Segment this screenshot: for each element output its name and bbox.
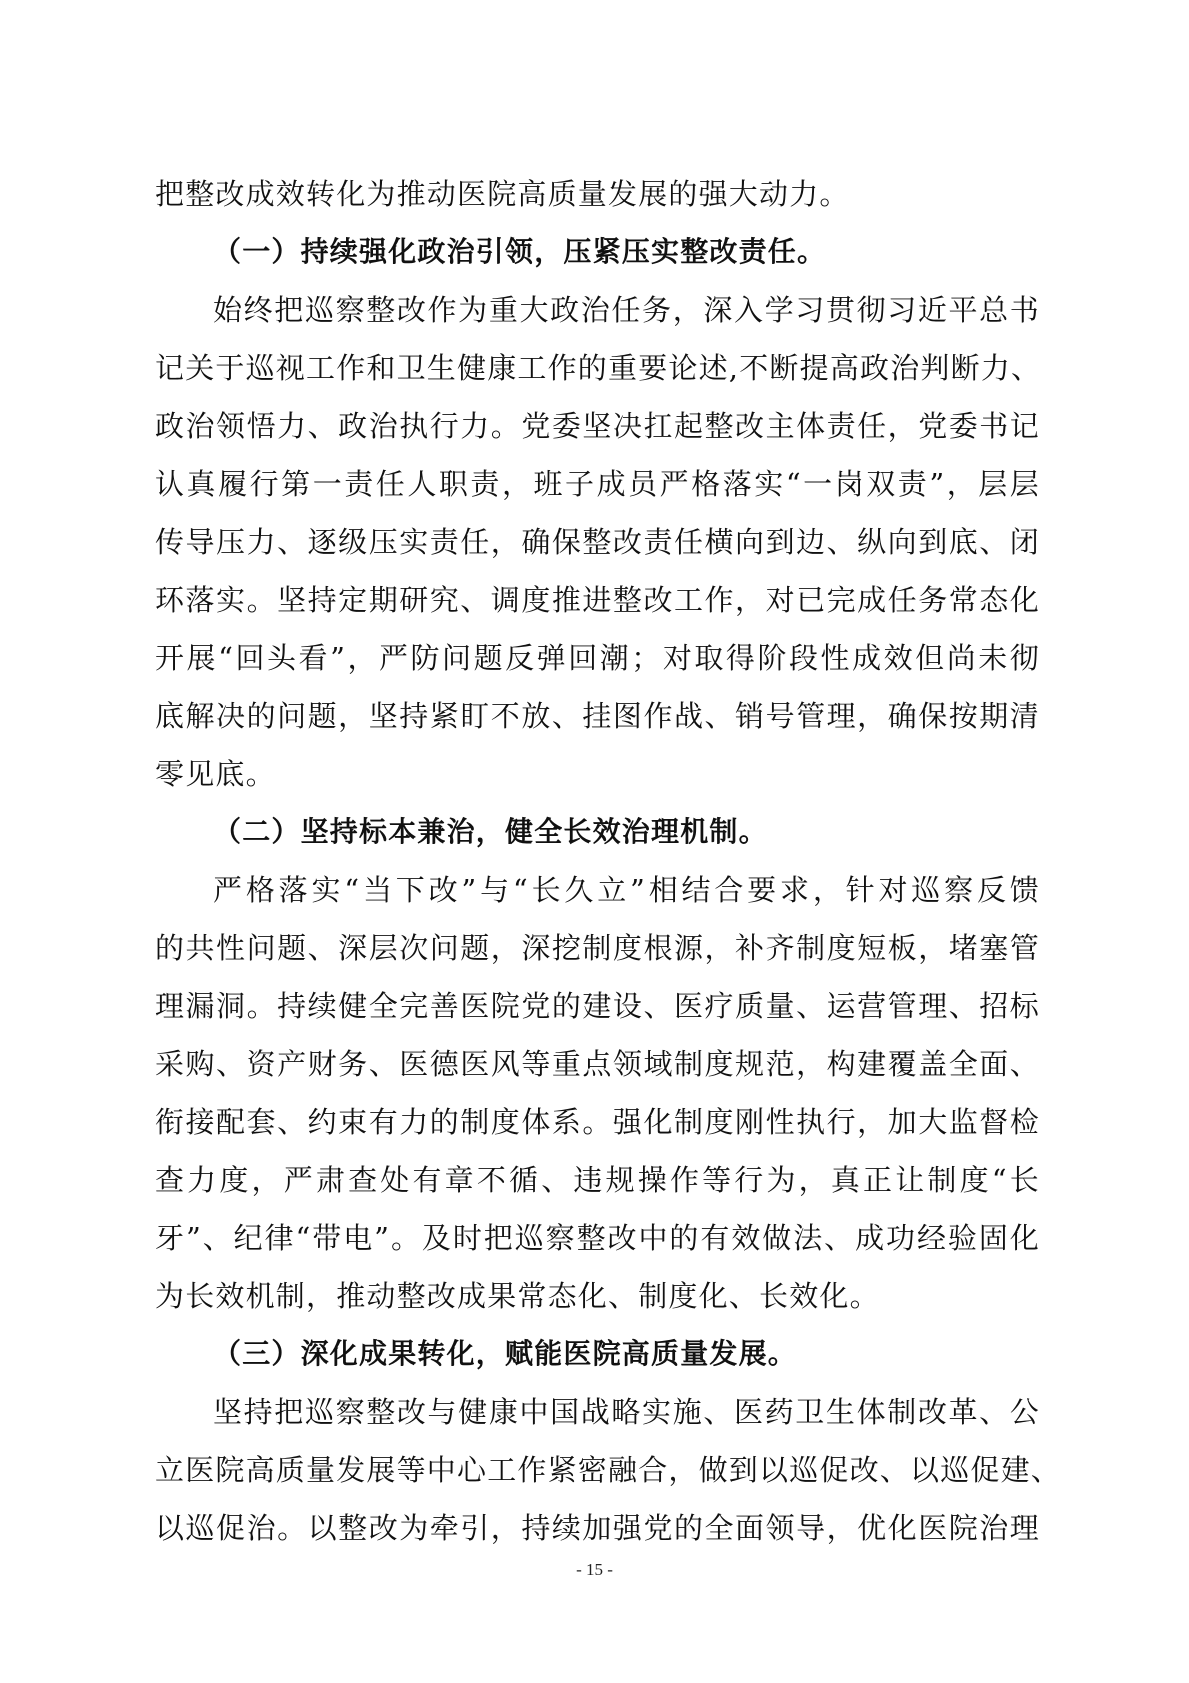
paragraph-line: 查力度，严肃查处有章不循、违规操作等行为，真正让制度“长	[155, 1163, 1040, 1197]
paragraph-line: 认真履行第一责任人职责，班子成员严格落实“一岗双责”，层层	[155, 467, 1040, 501]
document-body	[155, 165, 1062, 1557]
paragraph-line: 开展“回头看”，严防问题反弹回潮；对取得阶段性成效但尚未彻	[155, 641, 1040, 675]
paragraph-line: 牙”、纪律“带电”。及时把巡察整改中的有效做法、成功经验固化	[155, 1221, 1040, 1255]
paragraph-line: 理漏洞。持续健全完善医院党的建设、医疗质量、运营管理、招标	[155, 989, 1040, 1023]
paragraph-line: 政治领悟力、政治执行力。党委坚决扛起整改主体责任，党委书记	[155, 409, 1040, 443]
paragraph-line: 的共性问题、深层次问题，深挖制度根源，补齐制度短板，堵塞管	[155, 931, 1040, 965]
paragraph-line: 以巡促治。以整改为牵引，持续加强党的全面领导，优化医院治理	[155, 1511, 1040, 1545]
paragraph-line: 立医院高质量发展等中心工作紧密融合，做到以巡促改、以巡促建、	[155, 1453, 1062, 1487]
paragraph-line: 环落实。坚持定期研究、调度推进整改工作，对已完成任务常态化	[155, 583, 1040, 617]
paragraph-line: 严格落实“当下改”与“长久立”相结合要求，针对巡察反馈	[213, 873, 1040, 907]
section-heading: （二）坚持标本兼治，健全长效治理机制。	[213, 815, 768, 848]
paragraph-line: 把整改成效转化为推动医院高质量发展的强大动力。	[155, 177, 850, 211]
paragraph-line: 记关于巡视工作和卫生健康工作的重要论述,不断提高政治判断力、	[155, 351, 1042, 385]
paragraph-line: 传导压力、逐级压实责任，确保整改责任横向到边、纵向到底、闭	[155, 525, 1040, 559]
paragraph-line: 为长效机制，推动整改成果常态化、制度化、长效化。	[155, 1279, 880, 1313]
paragraph-line: 坚持把巡察整改与健康中国战略实施、医药卫生体制改革、公	[213, 1395, 1040, 1429]
page-number: - 15 -	[576, 1560, 613, 1579]
section-heading: （三）深化成果转化，赋能医院高质量发展。	[213, 1337, 798, 1370]
paragraph-line: 零见底。	[155, 757, 276, 791]
paragraph-line: 始终把巡察整改作为重大政治任务，深入学习贯彻习近平总书	[213, 293, 1040, 327]
section-heading: （一）持续强化政治引领，压紧压实整改责任。	[213, 235, 827, 268]
paragraph-line: 底解决的问题，坚持紧盯不放、挂图作战、销号管理，确保按期清	[155, 699, 1040, 733]
paragraph-line: 衔接配套、约束有力的制度体系。强化制度刚性执行，加大监督检	[155, 1105, 1040, 1139]
paragraph-line: 采购、资产财务、医德医风等重点领域制度规范，构建覆盖全面、	[155, 1047, 1040, 1081]
